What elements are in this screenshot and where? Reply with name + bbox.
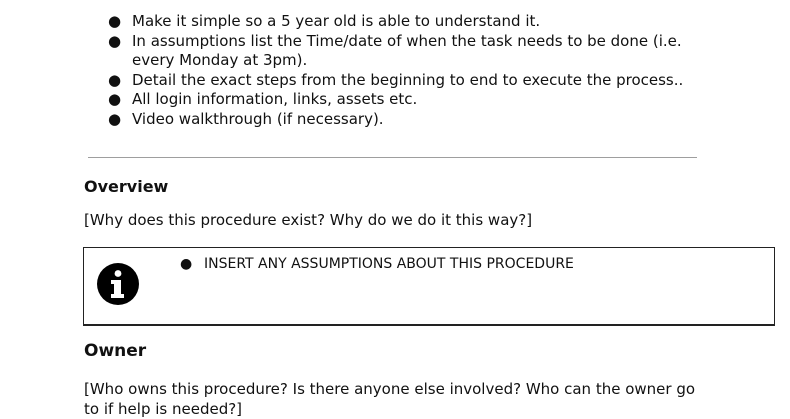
bullet-dot: ● [108, 90, 122, 108]
list-item-text: Detail the exact steps from the beginning to end to execute the process.. [132, 70, 684, 89]
bullet-dot: ● [180, 256, 193, 272]
assumptions-callout-box [83, 247, 775, 326]
owner-text: [Who owns this procedure? Is there anyone else involved? Who can the owner go to if help is needed?] [84, 380, 696, 418]
list-item [108, 90, 728, 110]
list-item-text: Make it simple so a 5 year old is able to understand it. [132, 12, 541, 30]
list-item-text: Video walkthrough (if necessary). [132, 109, 384, 128]
bullet-dot: ● [108, 70, 122, 89]
list-item-text: In assumptions list the Time/date of when the task needs to be done (i.e. every Monday at 3pm). [132, 31, 682, 69]
list-item [108, 71, 728, 91]
bullet-dot: ● [108, 12, 122, 30]
instruction-bullet-list [108, 12, 728, 129]
overview-text: [Why does this procedure exist? Why do we do it this way?] [84, 211, 533, 229]
list-item [108, 32, 728, 71]
list-item-text: All login information, links, assets etc. [132, 90, 418, 108]
owner-heading: Owner [84, 341, 147, 361]
assumption-list-item [180, 256, 574, 272]
info-icon [96, 262, 140, 306]
bullet-dot: ● [108, 109, 122, 128]
list-item [108, 110, 728, 130]
overview-heading: Overview [84, 177, 169, 196]
assumption-text: INSERT ANY ASSUMPTIONS ABOUT THIS PROCEDURE [204, 256, 574, 272]
list-item [108, 12, 728, 32]
horizontal-divider [88, 157, 697, 158]
bullet-dot: ● [108, 31, 122, 50]
